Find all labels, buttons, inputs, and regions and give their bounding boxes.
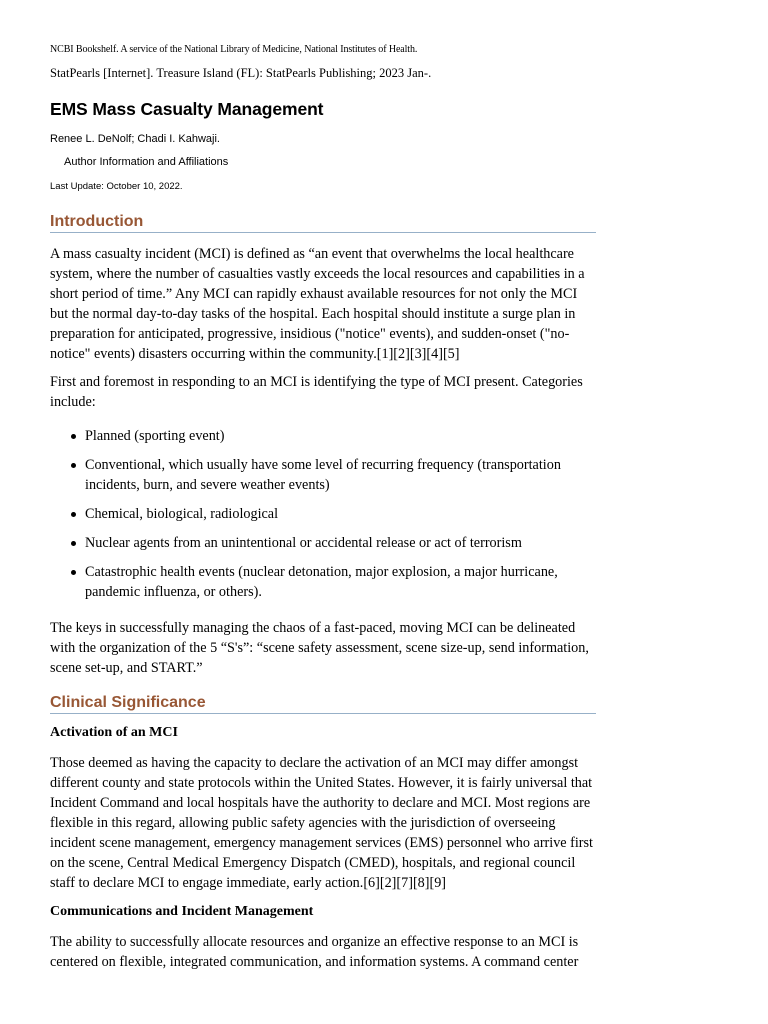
list-item: Nuclear agents from an unintentional or accidental release or act of terrorism — [50, 533, 596, 553]
intro-paragraph-1: A mass casualty incident (MCI) is defined as “an event that overwhelms the local healthcare system, where the number of casualties vastly exceeds the local resources and capabilities in a short period of time.” Any MCI can rapidly exhaust available resources for not only the MCI but the normal day-to-day tasks of the hospital. Each hospital should institute a surge plan in preparation for anticipated, progressive, insidious ("notice" events), and sudden-onset ("no-notice" events) disasters occurring within the community.[1][2][3][4][5] — [50, 246, 585, 362]
section-heading-introduction: Introduction — [50, 213, 596, 233]
list-item: Planned (sporting event) — [50, 426, 596, 446]
bullet-icon — [71, 570, 76, 575]
bullet-icon — [71, 463, 76, 468]
citation-line: StatPearls [Internet]. Treasure Island (FL): StatPearls Publishing; 2023 Jan-. — [50, 66, 432, 80]
section-heading-clinical-significance: Clinical Significance — [50, 694, 596, 714]
bullet-icon — [71, 512, 76, 517]
mci-category-list — [50, 426, 596, 611]
clinical-paragraph-1: Those deemed as having the capacity to declare the activation of an MCI may differ amongst different county and state protocols within the United States. However, it is fairly universal that Incident Command and local hospitals have the authority to declare and MCI. Most regions are flexible in this regard, allowing public safety agencies with the jurisdiction of overseeing incident scene management, emergency management services (EMS) personnel who arrive first on the scene, Central Medical Emergency Dispatch (CMED), hospitals, and regional council staff to declare MCI to engage immediate, early action.[6][2][7][8][9] — [50, 755, 593, 891]
authors: Renee L. DeNolf; Chadi I. Kahwaji. — [50, 133, 220, 145]
intro-paragraph-2: First and foremost in responding to an MCI is identifying the type of MCI present. Categories include: — [50, 374, 583, 410]
author-affiliations-link[interactable]: Author Information and Affiliations — [64, 156, 229, 168]
clinical-paragraph-2: The ability to successfully allocate resources and organize an effective response to an MCI is centered on flexible, integrated communication, and information systems. A command center — [50, 934, 579, 970]
bullet-icon — [71, 541, 76, 546]
subheading-communications: Communications and Incident Management — [50, 904, 314, 919]
list-item: Conventional, which usually have some level of recurring frequency (transportation incidents, burn, and severe weather events) — [50, 455, 596, 495]
intro-paragraph-3: The keys in successfully managing the chaos of a fast-paced, moving MCI can be delineated with the organization of the 5 “S's”: “scene safety assessment, scene size-up, send information, scene set-up, and START.” — [50, 620, 589, 676]
subheading-activation: Activation of an MCI — [50, 725, 178, 740]
bookshelf-notice: NCBI Bookshelf. A service of the National Library of Medicine, National Institutes of Health. — [50, 44, 418, 55]
last-update: Last Update: October 10, 2022. — [50, 181, 183, 192]
list-item: Chemical, biological, radiological — [50, 504, 596, 524]
list-item: Catastrophic health events (nuclear detonation, major explosion, a major hurricane, pandemic influenza, or others). — [50, 562, 596, 602]
bullet-icon — [71, 434, 76, 439]
page-title: EMS Mass Casualty Management — [50, 99, 324, 119]
